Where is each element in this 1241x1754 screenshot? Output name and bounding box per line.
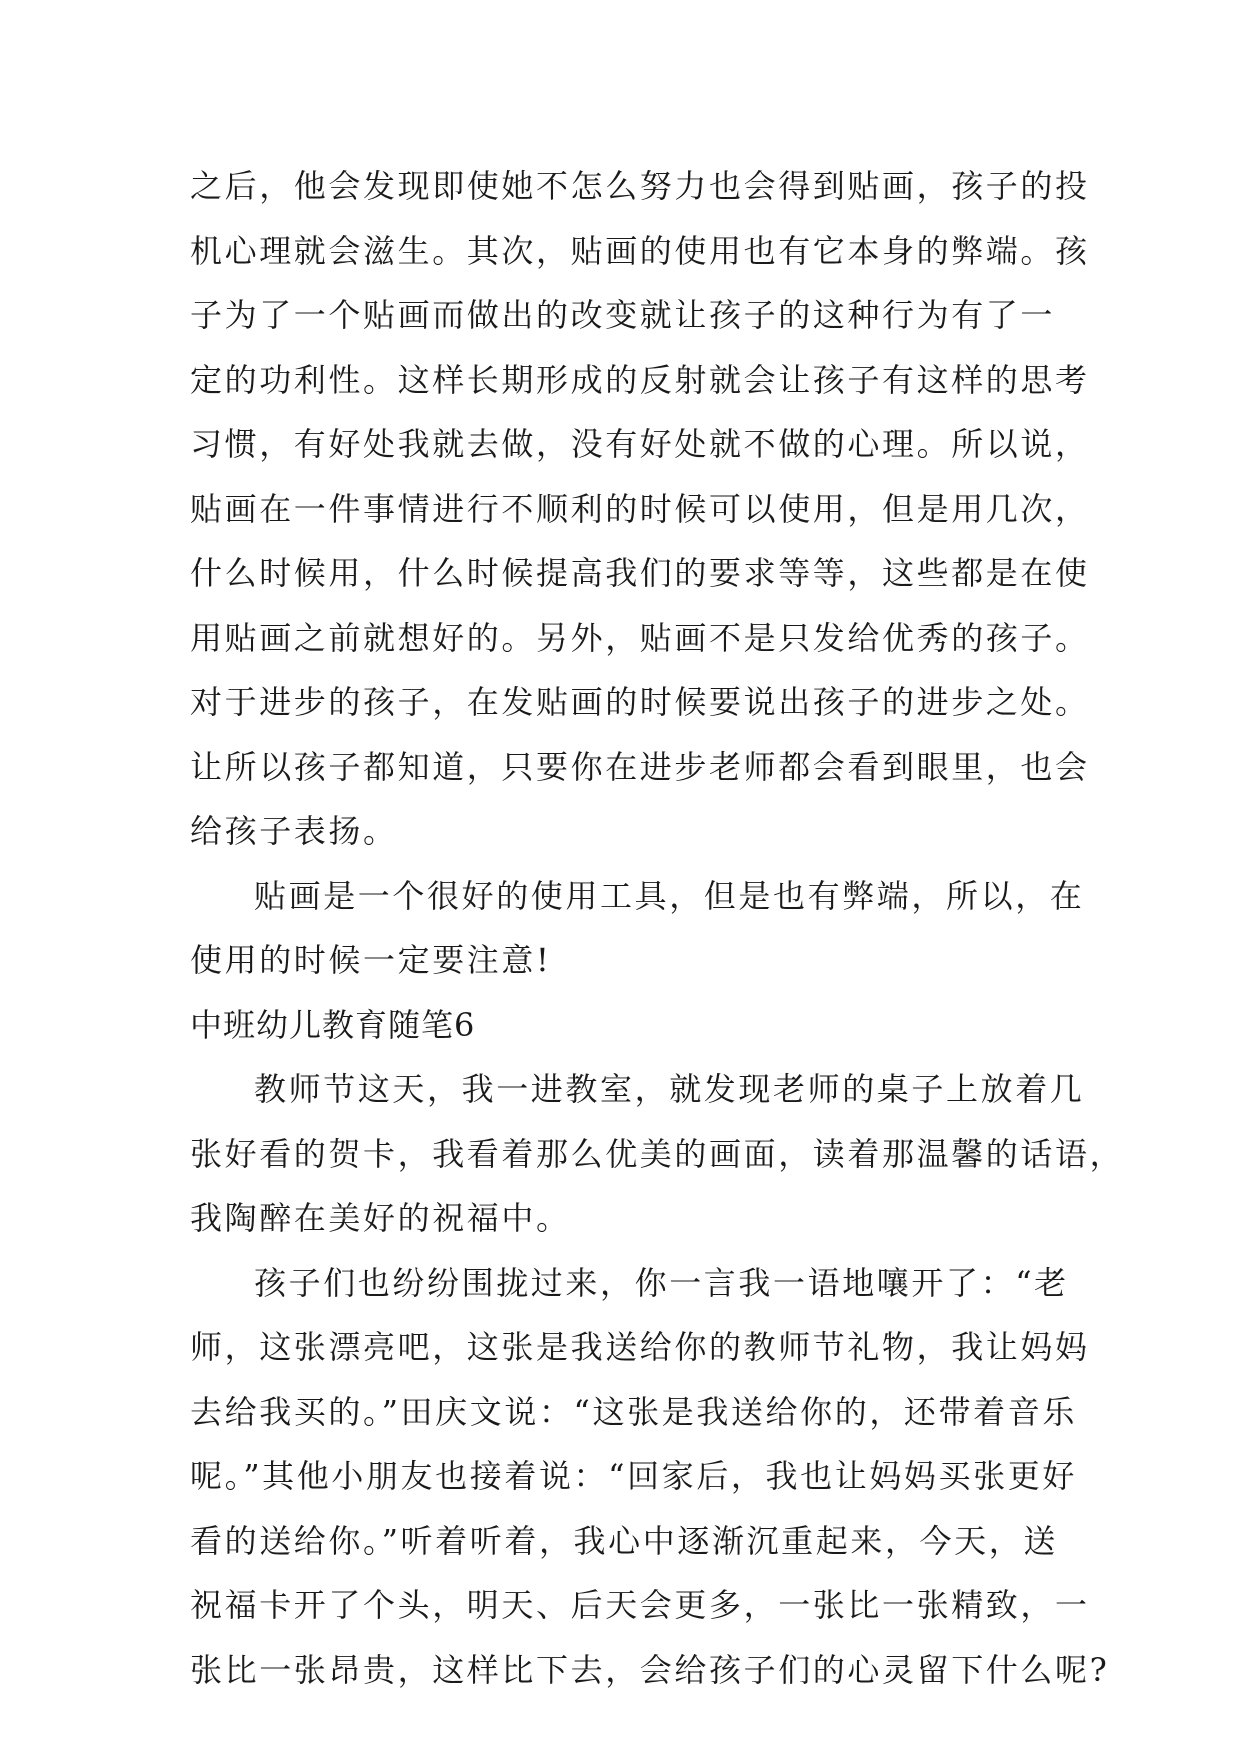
text-line: 师，这张漂亮吧，这张是我送给你的教师节礼物，我让妈妈 [190,1328,1090,1366]
text-line: 呢。”其他小朋友也接着说：“回家后，我也让妈妈买张更好 [190,1457,1077,1495]
text-line: 让所以孩子都知道，只要你在进步老师都会看到眼里，也会 [190,747,1090,786]
text-line: 我陶醉在美好的祝福中。 [190,1199,571,1237]
paragraph-first-line: 教师节这天，我一进教室，就发现老师的桌子上放着几 [254,1070,1085,1108]
text-line: 定的功利性。这样长期形成的反射就会让孩子有这样的思考 [190,360,1090,399]
paragraph-first-line: 贴画是一个很好的使用工具，但是也有弊端，所以，在 [254,876,1085,915]
text-line: 之后，他会发现即使她不怎么努力也会得到贴画，孩子的投 [190,167,1090,205]
text-line: 给孩子表扬。 [190,812,398,850]
text-line: 子为了一个贴画而做出的改变就让孩子的这种行为有了一 [190,296,1056,334]
text-line: 习惯，有好处我就去做，没有好处就不做的心理。所以说， [190,425,1090,463]
text-line: 对于进步的孩子，在发贴画的时候要说出孩子的进步之处。 [190,683,1090,721]
section-heading: 中班幼儿教育随笔6 [190,1005,476,1044]
text-line: 机心理就会滋生。其次，贴画的使用也有它本身的弊端。孩 [190,231,1090,270]
text-line: 张好看的贺卡，我看着那么优美的画面，读着那温馨的话语， [190,1134,1125,1173]
paragraph-first-line: 孩子们也纷纷围拢过来，你一言我一语地嚷开了：“老 [254,1263,1069,1302]
text-line: 张比一张昂贵，这样比下去，会给孩子们的心灵留下什么呢? [190,1650,1110,1689]
text-line: 去给我买的。”田庆文说：“这张是我送给你的，还带着音乐 [190,1392,1077,1431]
text-line: 使用的时候一定要注意! [190,941,552,979]
text-line: 用贴画之前就想好的。另外，贴画不是只发给优秀的孩子。 [190,618,1090,657]
text-line: 什么时候用，什么时候提高我们的要求等等，这些都是在使 [190,554,1090,592]
document-body [190,154,1125,1702]
text-line: 看的送给你。”听着听着，我心中逐渐沉重起来，今天，送 [190,1521,1058,1560]
text-line: 贴画在一件事情进行不顺利的时候可以使用，但是用几次， [190,489,1090,528]
text-line: 祝福卡开了个头，明天、后天会更多，一张比一张精致，一 [190,1586,1090,1624]
